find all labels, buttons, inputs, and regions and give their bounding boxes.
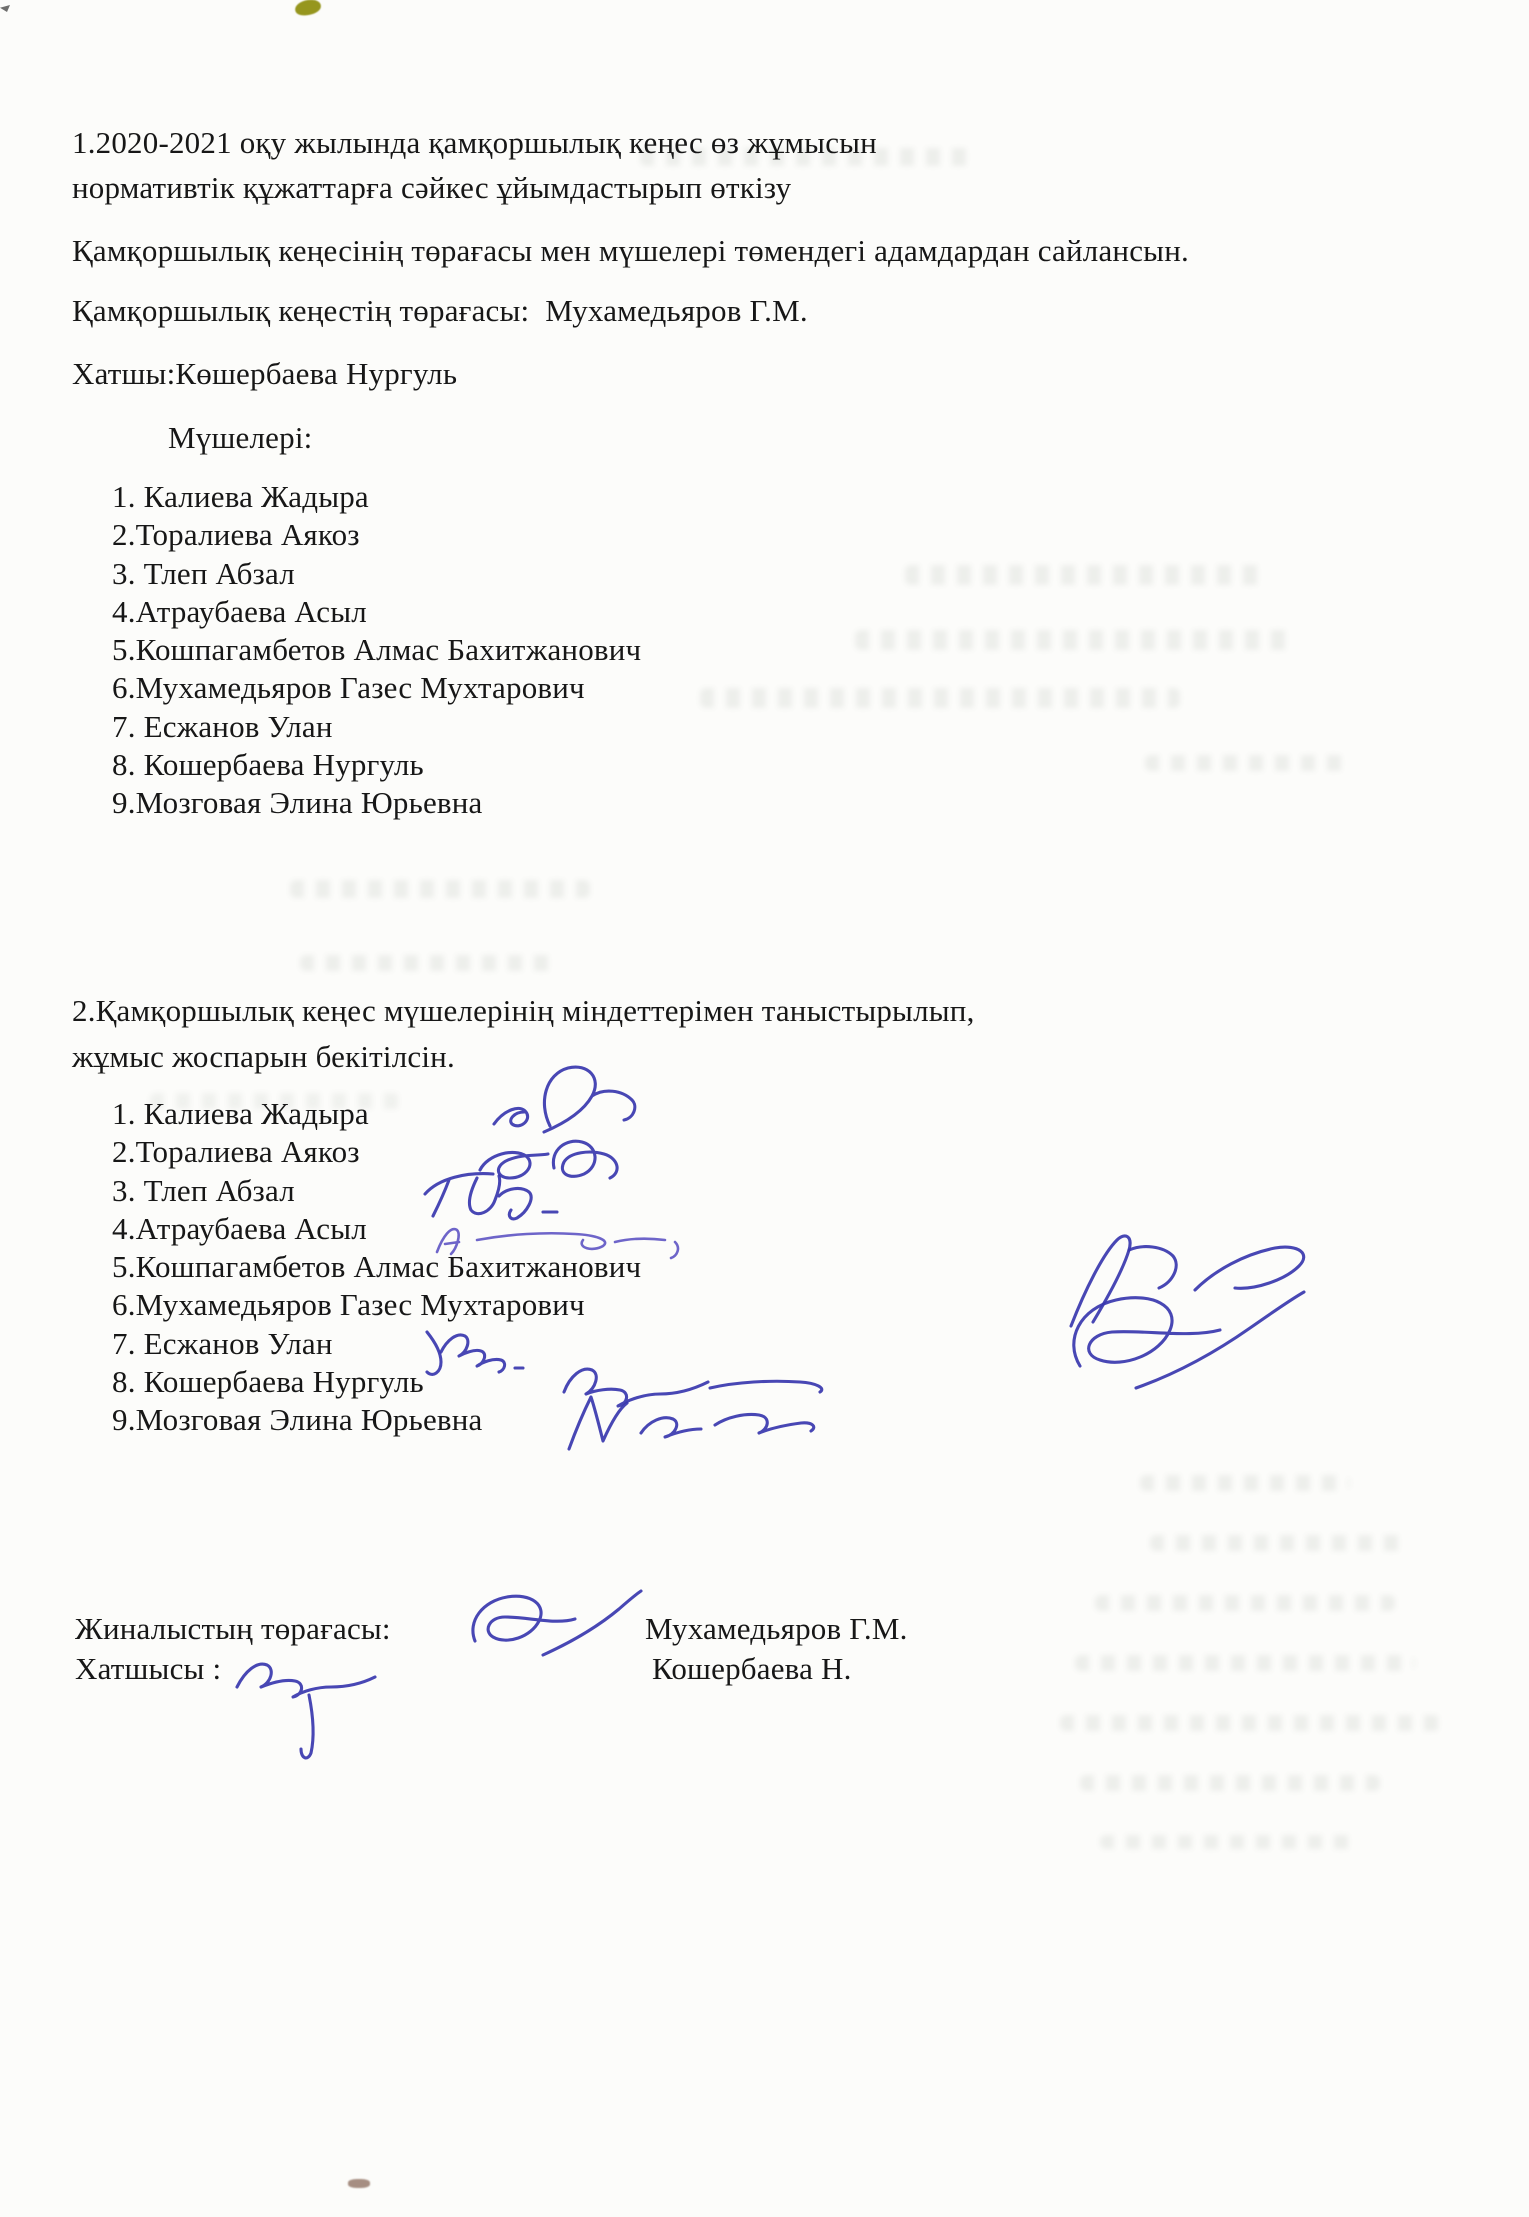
bleedthrough-smudge (1100, 1835, 1360, 1849)
bleedthrough-smudge (1140, 1475, 1350, 1491)
list-item: 8. Кошербаева Нургуль (112, 747, 424, 783)
footer-chairman-name: Мухамедьяров Г.М. (645, 1611, 908, 1646)
list-item: 6.Мухамедьяров Газес Мухтарович (112, 1287, 585, 1323)
section1-chairman-line: Қамқоршылық кеңестің төрағасы: Мухамедьяров Г.М. (72, 293, 808, 328)
list-item: 2.Торалиева Аякоз (112, 1134, 360, 1170)
footer-secretary-label: Хатшысы : (75, 1651, 222, 1686)
bleedthrough-smudge (700, 688, 1180, 708)
bleedthrough-smudge (1080, 1775, 1380, 1791)
bleedthrough-smudge (855, 630, 1295, 650)
list-item: 7. Есжанов Улан (112, 708, 333, 744)
list-item: 8. Кошербаева Нургуль (112, 1364, 424, 1400)
list-item: 6.Мухамедьяров Газес Мухтарович (112, 670, 585, 706)
bleedthrough-smudge (1145, 755, 1345, 771)
section2-heading: 2.Қамқоршылық кеңес мүшелерінің міндеттерімен таныстырылып, жұмыс жоспарын бекітілсін. (72, 993, 983, 1074)
list-item: 2.Торалиева Аякоз (112, 517, 360, 553)
signature-mukhamedyarov (1040, 1280, 1340, 1405)
list-item: 9.Мозговая Элина Юрьевна (112, 785, 483, 821)
footer-chairman-label: Жиналыстың төрағасы: (75, 1611, 391, 1646)
bleedthrough-smudge (300, 955, 560, 971)
bleedthrough-smudge (1150, 1535, 1410, 1551)
list-item: 7. Есжанов Улан (112, 1325, 333, 1361)
signature-footer-chairman (455, 1585, 655, 1670)
list-item: 9.Мозговая Элина Юрьевна (112, 1402, 483, 1438)
signature-mozgovaya (555, 1385, 845, 1460)
bleedthrough-smudge (1095, 1595, 1395, 1611)
list-item: 4.Атраубаева Асыл (112, 593, 367, 629)
bleedthrough-smudge (1075, 1655, 1415, 1671)
signature-atraubaeva (425, 1208, 705, 1268)
bleedthrough-smudge (1060, 1715, 1440, 1731)
list-item: 5.Кошпагамбетов Алмас Бахитжанович (112, 632, 642, 668)
ink-blot (294, 0, 322, 17)
members-label: Мүшелері: (168, 420, 313, 455)
members-list-1 (112, 478, 641, 823)
bleedthrough-smudge (290, 880, 590, 898)
list-item: 4.Атраубаева Асыл (112, 1210, 367, 1246)
list-item: 5.Кошпагамбетов Алмас Бахитжанович (112, 1249, 642, 1285)
scan-speck (348, 2179, 370, 2188)
signature-footer-secretary (225, 1635, 465, 1765)
list-item: 3. Тлеп Абзал (112, 1172, 295, 1208)
section1-heading: 1.2020-2021 оқу жылында қамқоршылық кеңес өз жұмысын нормативтік құжаттарға сәйкес ұйымдастырып өткізу (72, 125, 885, 205)
section1-secretary-line: Хатшы:Көшербаева Нургуль (72, 356, 458, 391)
scan-speck (0, 5, 10, 12)
list-item: 1. Калиева Жадыра (112, 479, 369, 514)
list-item: 3. Тлеп Абзал (112, 555, 295, 591)
bleedthrough-smudge (905, 565, 1265, 585)
list-item: 1. Калиева Жадыра (112, 1096, 369, 1131)
section1-intro-line: Қамқоршылық кеңесінің төрағасы мен мүшелері төмендегі адамдардан сайлансын. (72, 233, 1189, 268)
footer-secretary-name: Кошербаева Н. (652, 1651, 852, 1686)
